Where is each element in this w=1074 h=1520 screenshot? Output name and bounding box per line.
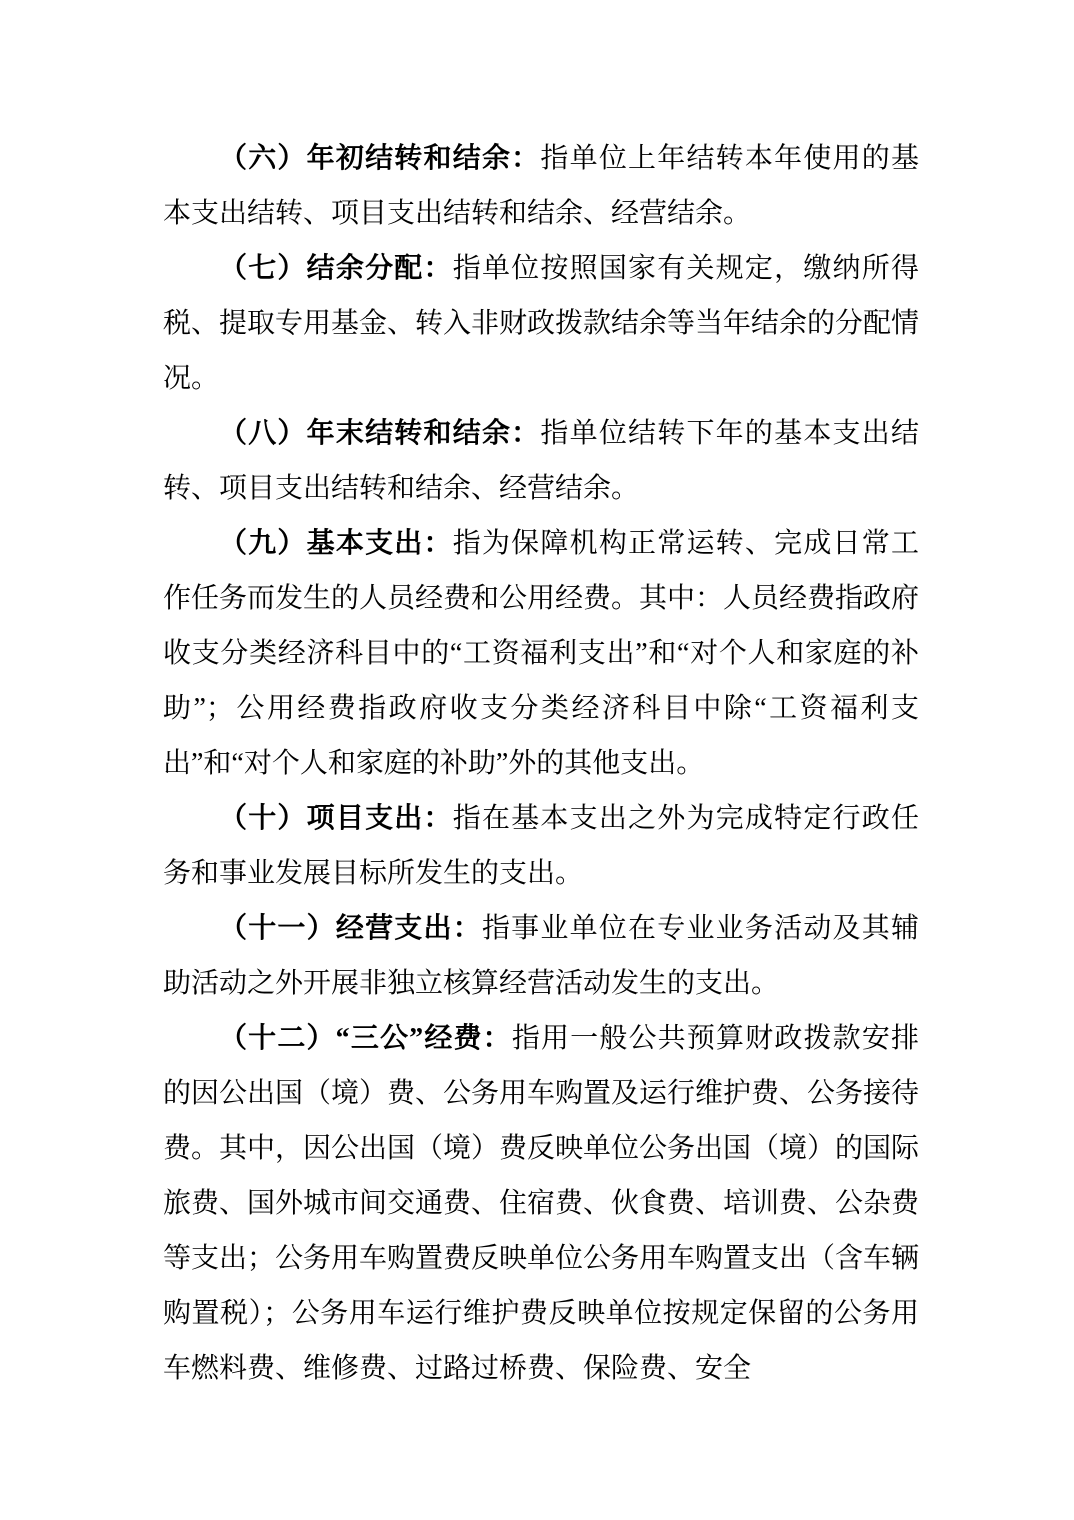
definition-paragraph	[163, 901, 919, 1011]
definition-paragraph	[163, 241, 919, 406]
term-label: （六）年初结转和结余：	[219, 143, 541, 174]
term-definition: 指单位结转下年的基本支出结转、项目支出结转和结余、经营结余。	[163, 418, 919, 504]
term-label: （七）结余分配：	[219, 253, 453, 284]
term-definition: 指为保障机构正常运转、完成日常工作任务而发生的人员经费和公用经费。其中：人员经费指政府收支分类经济科目中的“工资福利支出”和“对个人和家庭的补助”；公用经费指政府收支分类经济科目中除“工资福利支出”和“对个人和家庭的补助”外的其他支出。	[163, 528, 920, 779]
term-definition: 指单位上年结转本年使用的基本支出结转、项目支出结转和结余、经营结余。	[163, 143, 919, 229]
term-definition: 指事业单位在专业业务活动及其辅助活动之外开展非独立核算经营活动发生的支出。	[163, 913, 919, 999]
term-label: （八）年末结转和结余：	[219, 418, 541, 449]
definition-paragraph	[163, 1011, 919, 1396]
definition-paragraph	[163, 131, 919, 241]
term-definition: 指在基本支出之外为完成特定行政任务和事业发展目标所发生的支出。	[163, 803, 919, 889]
definition-paragraph	[163, 406, 919, 516]
term-definition: 指用一般公共预算财政拨款安排的因公出国（境）费、公务用车购置及运行维护费、公务接待费。其中，因公出国（境）费反映单位公务出国（境）的国际旅费、国外城市间交通费、住宿费、伙食费、培训费、公杂费等支出；公务用车购置费反映单位公务用车购置支出（含车辆购置税）；公务用车运行维护费反映单位按规定保留的公务用车燃料费、维修费、过路过桥费、保险费、安全	[163, 1023, 920, 1384]
term-label: （十一）经营支出：	[219, 913, 482, 944]
term-label: （九）基本支出：	[219, 528, 453, 559]
term-definition: 指单位按照国家有关规定，缴纳所得税、提取专用基金、转入非财政拨款结余等当年结余的分配情况。	[163, 253, 920, 394]
definition-paragraph	[163, 516, 919, 791]
term-label: （十）项目支出：	[219, 803, 453, 834]
definition-paragraph	[163, 791, 919, 901]
document-body	[163, 131, 919, 1396]
term-label: （十二）“三公”经费：	[219, 1023, 512, 1054]
